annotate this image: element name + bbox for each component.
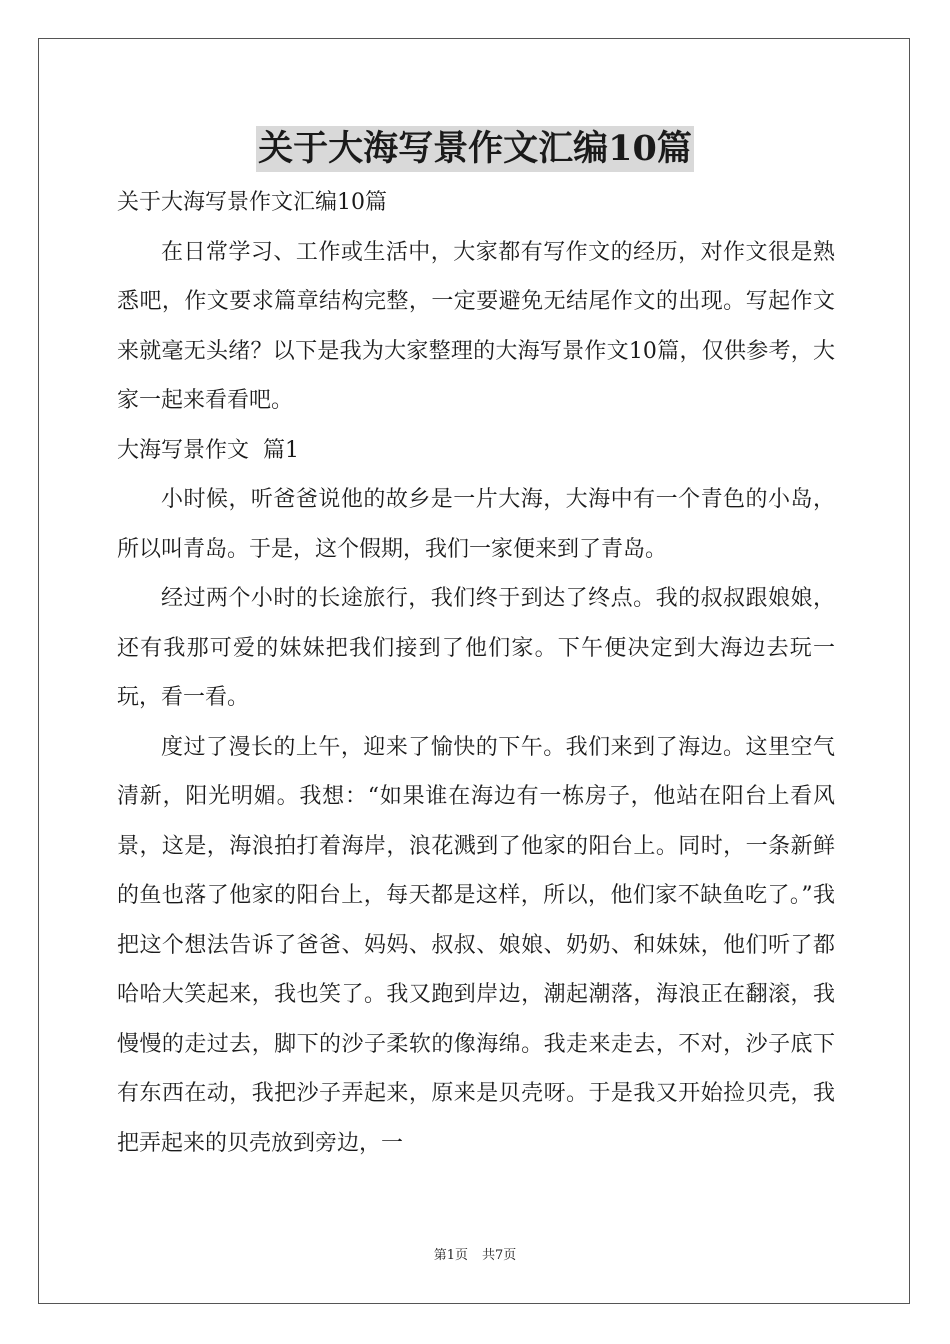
document-body	[117, 178, 835, 1168]
document-title: 关于大海写景作文汇编10篇	[256, 126, 694, 172]
body-paragraph: 经过两个小时的长途旅行，我们终于到达了终点。我的叔叔跟娘娘，还有我那可爱的妹妹把我们接到了他们家。下午便决定到大海边去玩一玩，看一看。	[117, 586, 835, 710]
title-container	[0, 126, 950, 172]
page-footer	[0, 1244, 950, 1263]
page-number: 第1页	[433, 1248, 468, 1263]
document-subtitle: 关于大海写景作文汇编10篇	[117, 190, 387, 215]
section-heading: 大海写景作文 篇1	[117, 437, 299, 463]
body-paragraph: 小时候，听爸爸说他的故乡是一片大海，大海中有一个青色的小岛，所以叫青岛。于是，这个假期，我们一家便来到了青岛。	[117, 487, 835, 562]
body-paragraph: 度过了漫长的上午，迎来了愉快的下午。我们来到了海边。这里空气清新，阳光明媚。我想：“如果谁在海边有一栋房子，他站在阳台上看风景，这是，海浪拍打着海岸，浪花溅到了他家的阳台上。同时，一条新鲜的鱼也落了他家的阳台上，每天都是这样，所以，他们家不缺鱼吃了。”我把这个想法告诉了爸爸、妈妈、叔叔、娘娘、奶奶、和妹妹，他们听了都哈哈大笑起来，我也笑了。我又跑到岸边，潮起潮落，海浪正在翻滚，我慢慢的走过去，脚下的沙子柔软的像海绵。我走来走去，不对，沙子底下有东西在动，我把沙子弄起来，原来是贝壳呀。于是我又开始捡贝壳，我把弄起来的贝壳放到旁边，一	[117, 734, 835, 1156]
intro-paragraph: 在日常学习、工作或生活中，大家都有写作文的经历，对作文很是熟悉吧，作文要求篇章结构完整，一定要避免无结尾作文的出现。写起作文来就毫无头绪？以下是我为大家整理的大海写景作文10篇，仅供参考，大家一起来看看吧。	[117, 239, 835, 413]
page-total: 共7页	[482, 1248, 517, 1263]
